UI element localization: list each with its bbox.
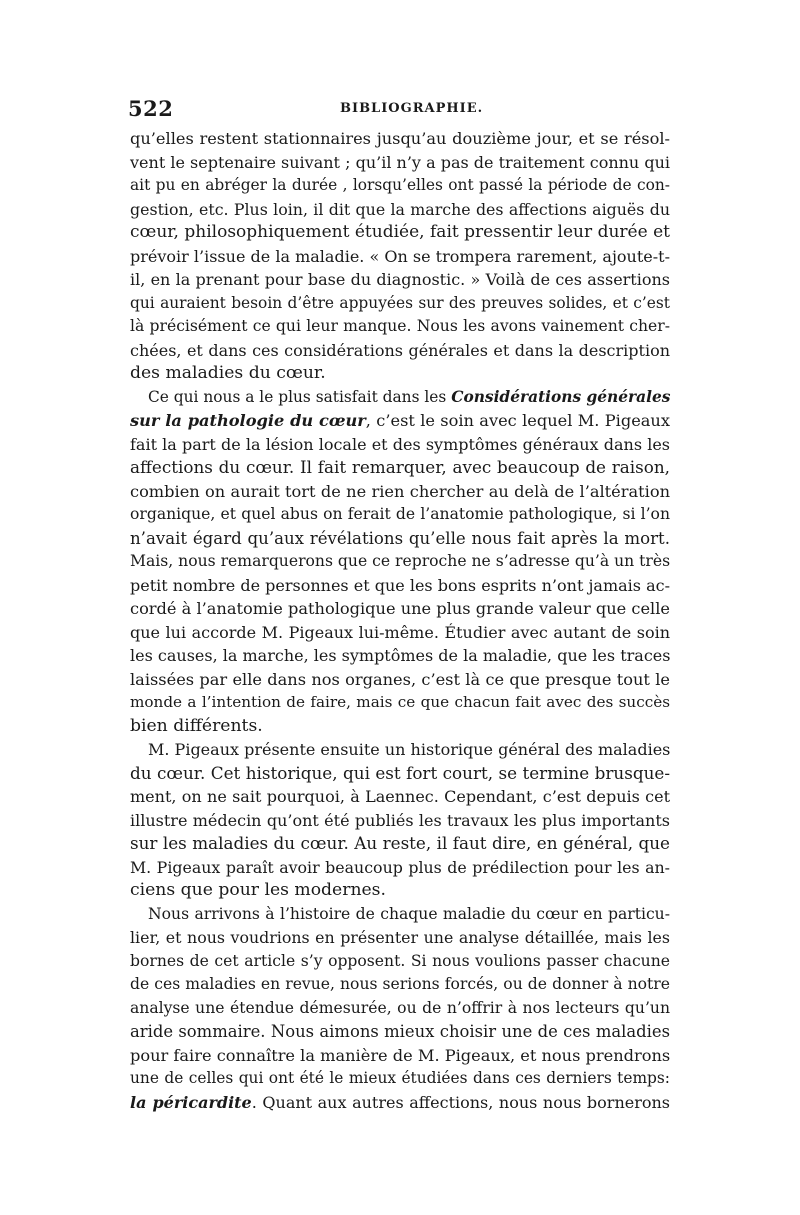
text-line: sur les maladies du cœur. Au reste, il faut dire, en général, que <box>130 833 670 853</box>
text-line: Mais, nous remarquerons que ce reproche ne s’adresse qu’à un très <box>130 552 671 570</box>
text-line: organique, et quel abus on ferait de l’anatomie pathologique, si l’on <box>130 505 670 523</box>
text-line: pour faire connaître la manière de M. Pigeaux, et nous prendrons <box>130 1045 671 1065</box>
text-line: affections du cœur. Il fait remarquer, avec beaucoup de raison, <box>130 457 670 477</box>
text-line: ment, on ne sait pourquoi, à Laennec. Cependant, c’est depuis cet <box>130 787 670 806</box>
text-line <box>130 1091 670 1115</box>
text-line: cordé à l’anatomie pathologique une plus grande valeur que celle <box>130 599 670 618</box>
text-line <box>130 409 670 433</box>
text-line: bien différents. <box>130 715 263 736</box>
text-line: il, en la prenant pour base du diagnostic. » Voilà de ces assertions <box>130 270 670 289</box>
text-line: cœur, philosophiquement étudiée, fait pressentir leur durée et <box>130 222 670 242</box>
text-line: lier, et nous voudrions en présenter une analyse détaillée, mais les <box>130 928 670 947</box>
text-line: n’avait égard qu’aux révélations qu’elle nous fait après la mort. <box>130 528 670 548</box>
text-line: prévoir l’issue de la maladie. « On se trompera rarement, ajoute-t- <box>130 246 670 266</box>
text-line: laissées par elle dans nos organes, c’est là ce que presque tout le <box>130 669 670 689</box>
text-line: aride sommaire. Nous aimons mieux choisir une de ces maladies <box>130 1022 670 1041</box>
text-line: combien on aurait tort de ne rien chercher au delà de l’altération <box>130 481 670 501</box>
text-line: fait la part de la lésion locale et des symptômes généraux dans les <box>130 434 670 454</box>
text-line: petit nombre de personnes et que les bons esprits n’ont jamais ac- <box>130 575 670 595</box>
text-segment: . Quant aux autres affections, nous nous bornerons <box>251 1092 671 1112</box>
text-line: une de celles qui ont été le mieux étudiées dans ces derniers temps: <box>130 1069 670 1087</box>
topic-italic: la péricardite <box>130 1092 252 1112</box>
text-line: qu’elles restent stationnaires jusqu’au douzième jour, et se résol- <box>130 129 670 148</box>
text-line: ait pu en abréger la durée , lorsqu’elles ont passé la période de con- <box>130 176 670 194</box>
text-line: gestion, etc. Plus loin, il dit que la marche des affections aiguës du <box>130 199 670 219</box>
text-line: là précisément ce qui leur manque. Nous les avons vainement cher- <box>130 317 670 335</box>
text-line: ciens que pour les modernes. <box>130 880 386 900</box>
book-title-italic: sur la pathologie du cœur <box>130 411 366 430</box>
body-text <box>130 127 670 1114</box>
text-line: analyse une étendue démesurée, ou de n’offrir à nos lecteurs qu’un <box>130 998 670 1017</box>
text-line: des maladies du cœur. <box>130 363 326 383</box>
text-line: M. Pigeaux paraît avoir beaucoup plus de prédilection pour les an- <box>130 857 670 877</box>
text-line: monde a l’intention de faire, mais ce que chacun fait avec des succès <box>130 693 670 711</box>
text-line: qui auraient besoin d’être appuyées sur des preuves solides, et c’est <box>130 293 670 312</box>
text-line: vent le septenaire suivant ; qu’il n’y a pas de traitement connu qui <box>130 152 670 172</box>
text-line: bornes de cet article s’y opposent. Si nous voulions passer chacune <box>130 951 670 970</box>
text-line: M. Pigeaux présente ensuite un historique général des maladies <box>148 740 671 759</box>
text-line: illustre médecin qu’ont été publiés les travaux les plus importants <box>130 810 670 830</box>
text-line: Nous arrivons à l’histoire de chaque maladie du cœur en particu- <box>148 904 670 923</box>
text-line: du cœur. Cet historique, qui est fort court, se termine brusque- <box>130 762 670 783</box>
text-segment: , c’est le soin avec lequel M. Pigeaux <box>365 411 670 430</box>
text-line: les causes, la marche, les symptômes de la maladie, que les traces <box>130 646 671 665</box>
text-line: de ces maladies en revue, nous serions forcés, ou de donner à notre <box>130 975 670 993</box>
book-title-italic: Considérations générales <box>451 387 671 406</box>
text-line: chées, et dans ces considérations générales et dans la description <box>130 340 670 360</box>
text-line: que lui accorde M. Pigeaux lui-même. Étudier avec autant de soin <box>130 622 670 642</box>
page-number: 522 <box>128 96 174 121</box>
text-line <box>130 386 670 410</box>
text-segment: Ce qui nous a le plus satisfait dans les <box>148 387 452 406</box>
page-header <box>128 96 670 120</box>
running-title: BIBLIOGRAPHIE. <box>340 101 484 116</box>
